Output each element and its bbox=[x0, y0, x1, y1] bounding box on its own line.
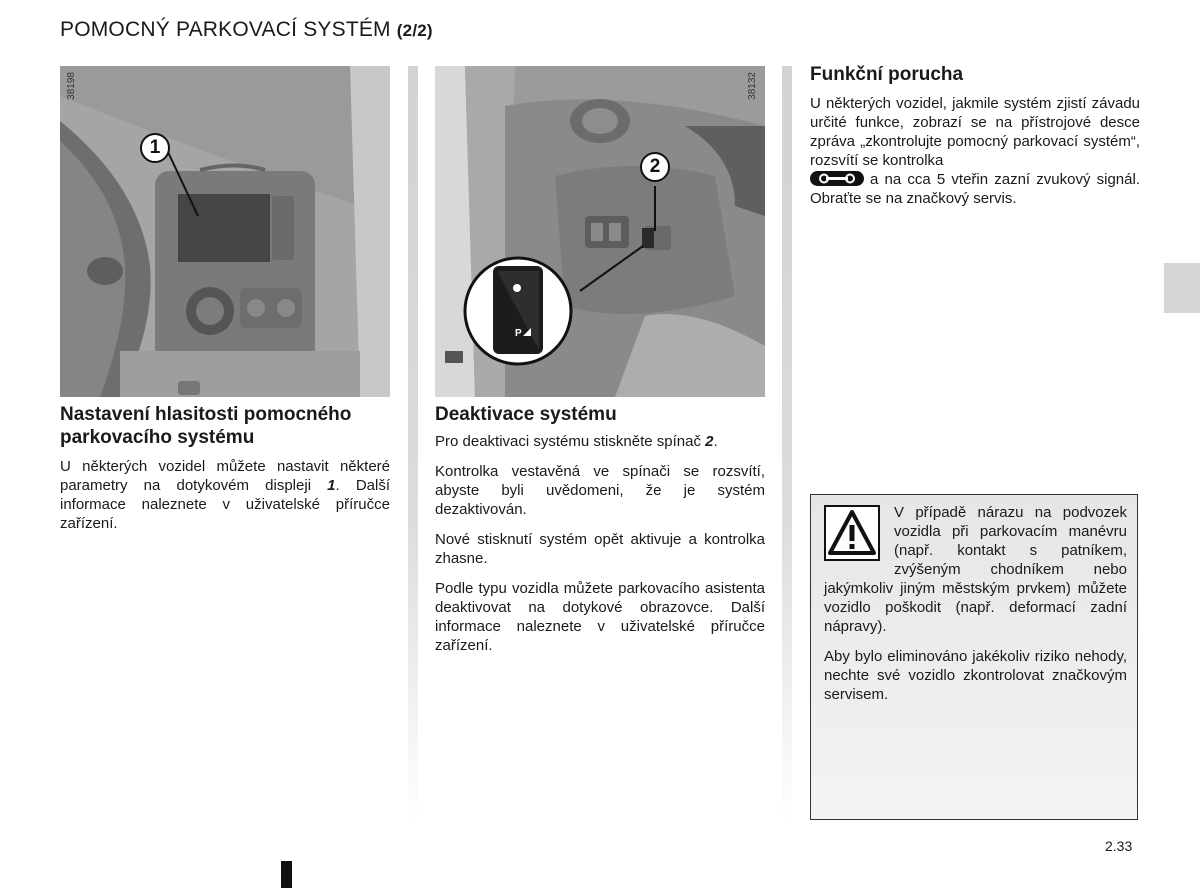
svg-text:P: P bbox=[515, 328, 522, 339]
warning-paragraph-2: Aby bylo eliminováno jakékoliv riziko nehody, nechte své vozidlo zkontrolovat značkovým servisem. bbox=[824, 648, 1127, 703]
warning-box bbox=[810, 494, 1138, 820]
callout-2: 2 bbox=[640, 152, 670, 182]
deactivation-paragraph-2: Kontrolka vestavěná ve spínači se rozsvítí, abyste byli uvědomeni, že je systém dezaktivován. bbox=[435, 463, 765, 518]
print-mark bbox=[281, 861, 292, 888]
switch-ref: 2 bbox=[705, 433, 714, 450]
column-divider-left bbox=[408, 66, 418, 822]
section-tab bbox=[1164, 263, 1200, 313]
deactivation-paragraph-3: Nové stisknutí systém opět aktivuje a kontrolka zhasne. bbox=[435, 531, 765, 567]
service-wrench-warning-icon bbox=[810, 171, 864, 186]
malfunction-text bbox=[810, 94, 1140, 219]
volume-setting-text bbox=[60, 457, 390, 544]
heading-volume-setting: Nastavení hlasitosti pomocného parkovacího systému bbox=[60, 404, 352, 448]
warning-triangle-icon bbox=[824, 505, 880, 561]
heading-malfunction: Funkční porucha bbox=[810, 64, 964, 85]
callout-1: 1 bbox=[140, 133, 170, 163]
dashboard-illustration bbox=[60, 66, 390, 397]
heading-deactivation: Deaktivace systému bbox=[435, 404, 617, 425]
column-divider-right bbox=[782, 66, 792, 822]
page-title-main: POMOCNÝ PARKOVACÍ SYSTÉM bbox=[60, 18, 391, 41]
deactivation-paragraph-1: Pro deaktivaci systému stiskněte spínač 2. bbox=[435, 433, 718, 450]
page-title-part: (2/2) bbox=[396, 21, 433, 40]
warning-paragraph-1: V případě nárazu na podvozek vozidla při parkovacím manévru (např. kontakt s patníkem, zvýšeným chodníkem nebo jakýmkoliv jiným městským prvkem) můžete vozidlo poškodit (např. deformací zadní nápravy). bbox=[824, 504, 1127, 635]
display-ref: 1 bbox=[327, 477, 336, 494]
malfunction-paragraph: U některých vozidel, jakmile systém zjistí závadu určité funkce, zobrazí se na přístrojové desce zpráva „zkontrolujte pomocný parkovací systém“, rozsvítí se kontrolka a na cca 5 vteřin zazní zvukový signál. Obraťte se na značkový servis. bbox=[810, 95, 1140, 207]
page-title bbox=[60, 18, 433, 42]
volume-setting-paragraph: U některých vozidel můžete nastavit některé parametry na dotykovém displeji 1. Další informace naleznete v uživatelské příručce zařízení. bbox=[60, 458, 391, 532]
page-number: 2.33 bbox=[1105, 838, 1133, 854]
deactivation-text bbox=[435, 432, 765, 666]
figure-id: 38198 bbox=[66, 72, 77, 100]
deactivation-paragraph-4: Podle typu vozidla můžete parkovacího asistenta deaktivovat na dotykové obrazovce. Další informace naleznete v uživatelské příručce zařízení. bbox=[435, 580, 765, 654]
switch-panel-illustration bbox=[435, 66, 765, 397]
figure-switch-panel bbox=[435, 66, 765, 397]
figure-id: 38132 bbox=[747, 72, 758, 100]
figure-dashboard bbox=[60, 66, 390, 397]
